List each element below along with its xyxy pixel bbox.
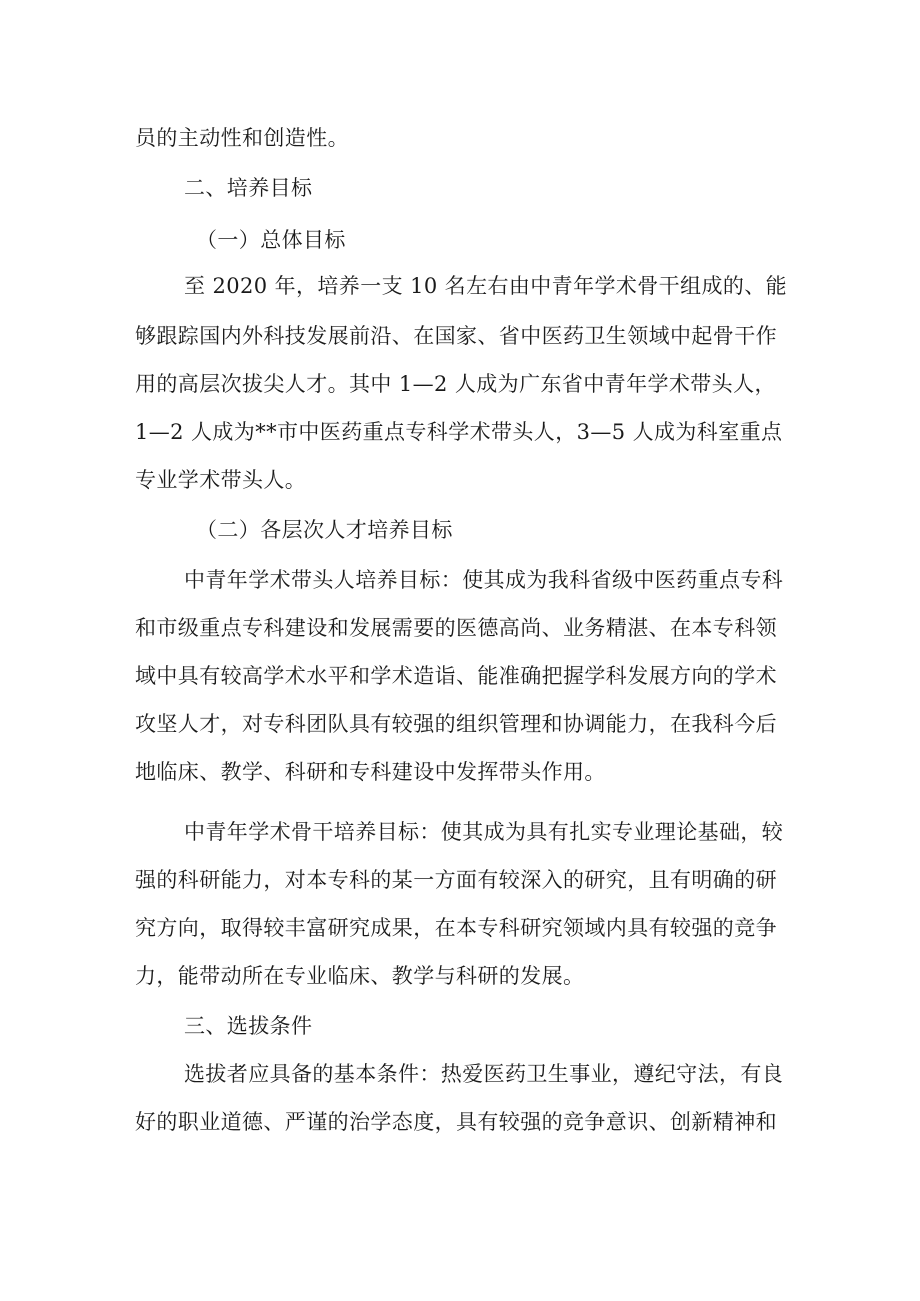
paragraph-line: 中青年学术带头人培养目标：使其成为我科省级中医药重点专科 [184,568,784,592]
paragraph-line: 力，能带动所在专业临床、教学与科研的发展。 [135,964,585,988]
paragraph-line: 究方向，取得较丰富研究成果，在本专科研究领域内具有较强的竞争 [135,916,777,940]
paragraph-line: 域中具有较高学术水平和学术造诣、能准确把握学科发展方向的学术 [135,664,777,688]
paragraph-line: 和市级重点专科建设和发展需要的医德高尚、业务精湛、在本专科领 [135,616,777,640]
paragraph-line: 好的职业道德、严谨的治学态度，具有较强的竞争意识、创新精神和 [135,1110,777,1134]
subsection-heading: （二）各层次人才培养目标 [196,518,453,542]
paragraph-line: 地临床、教学、科研和专科建设中发挥带头作用。 [135,760,606,784]
paragraph-line: 用的高层次拔尖人才。其中 1—2 人成为广东省中青年学术带头人， [135,372,776,396]
paragraph-line: 强的科研能力，对本专科的某一方面有较深入的研究，且有明确的研 [135,868,777,892]
paragraph-line: 专业学术带头人。 [135,468,307,492]
subsection-heading: （一）总体目标 [196,228,346,252]
paragraph-line: 够跟踪国内外科技发展前沿、在国家、省中医药卫生领域中起骨干作 [135,324,777,348]
paragraph-line: 中青年学术骨干培养目标：使其成为具有扎实专业理论基础，较 [184,820,784,844]
paragraph-line: 至 2020 年，培养一支 10 名左右由中青年学术骨干组成的、能 [184,274,788,298]
section-heading: 二、培养目标 [184,176,313,200]
paragraph-line: 攻坚人才，对专科团队具有较强的组织管理和协调能力，在我科今后 [135,712,777,736]
paragraph-line: 选拔者应具备的基本条件：热爱医药卫生事业，遵纪守法，有良 [184,1062,784,1086]
paragraph-line: 1—2 人成为**市中医药重点专科学术带头人，3—5 人成为科室重点 [135,420,783,444]
section-heading: 三、选拔条件 [184,1014,313,1038]
paragraph-line: 员的主动性和创造性。 [135,126,349,150]
